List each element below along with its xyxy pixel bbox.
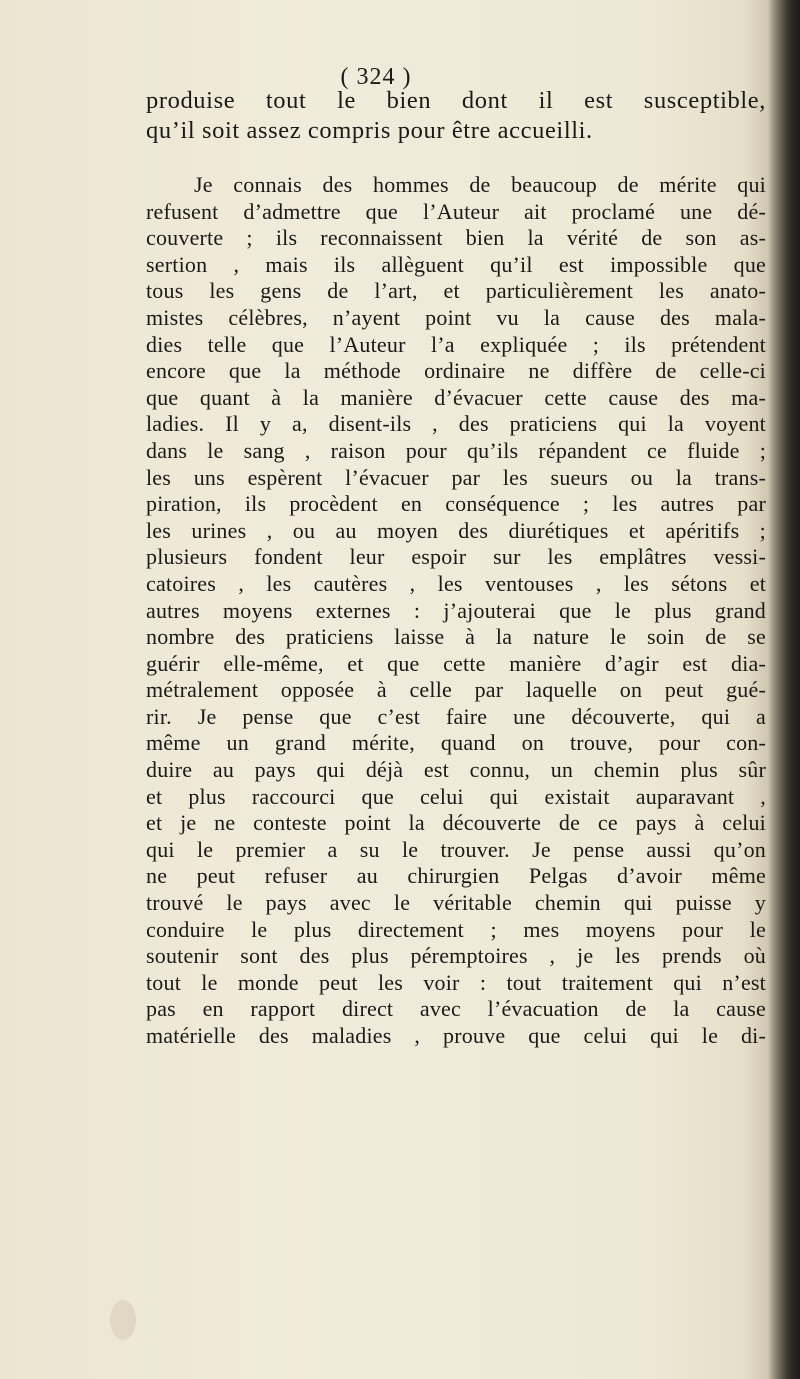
text-line: que quant à la manière d’évacuer cette cause des ma- <box>146 384 766 410</box>
text-line: guérir elle-même, et que cette manière d’agir est dia- <box>146 650 766 676</box>
text-line: catoires , les cautères , les ventouses , les sétons et <box>146 570 766 596</box>
text-line: les uns espèrent l’évacuer par les sueurs ou la trans- <box>146 464 766 490</box>
text-line: Je connais des hommes de beaucoup de mérite qui <box>194 172 766 197</box>
text-line: tous les gens de l’art, et particulièrement les anato- <box>146 278 766 304</box>
text-line: et plus raccourci que celui qui existait auparavant , <box>146 783 766 809</box>
text-line: autres moyens externes : j’ajouterai que le plus grand <box>146 597 766 623</box>
text-line: métralement opposée à celle par laquelle on peut gué- <box>146 677 766 703</box>
paragraph-gap <box>146 146 766 172</box>
text-line: couverte ; ils reconnaissent bien la vérité de son as- <box>146 225 766 251</box>
text-line: plusieurs fondent leur espoir sur les emplâtres vessi- <box>146 544 766 570</box>
text-line: piration, ils procèdent en conséquence ; les autres par <box>146 491 766 517</box>
text-line: rir. Je pense que c’est faire une découverte, qui a <box>146 703 766 729</box>
text-line: refusent d’admettre que l’Auteur ait proclamé une dé- <box>146 198 766 224</box>
page-number: ( 324 ) <box>340 64 412 90</box>
text-line: même un grand mérite, quand on trouve, pour con- <box>146 730 766 756</box>
text-line: conduire le plus directement ; mes moyens pour le <box>146 916 766 942</box>
text-line: soutenir sont des plus péremptoires , je les prends où <box>146 943 766 969</box>
text-line: matérielle des maladies , prouve que celui qui le di- <box>146 1023 766 1048</box>
text-line: sertion , mais ils allèguent qu’il est impossible que <box>146 251 766 277</box>
text-line: encore que la méthode ordinaire ne diffère de celle-ci <box>146 358 766 384</box>
page-body <box>146 86 766 1050</box>
text-line: duire au pays qui déjà est connu, un chemin plus sûr <box>146 757 766 783</box>
text-line: trouvé le pays avec le véritable chemin qui puisse y <box>146 890 766 916</box>
text-line: les urines , ou au moyen des diurétiques et apéritifs ; <box>146 517 766 543</box>
text-line: ne peut refuser au chirurgien Pelgas d’avoir même <box>146 863 766 889</box>
text-line: tout le monde peut les voir : tout traitement qui n’est <box>146 969 766 995</box>
text-line: qui le premier a su le trouver. Je pense aussi qu’on <box>146 836 766 862</box>
text-line: pas en rapport direct avec l’évacuation de la cause <box>146 996 766 1022</box>
text-line: dies telle que l’Auteur l’a expliquée ; ils prétendent <box>146 331 766 357</box>
page-binding-edge <box>768 0 800 1379</box>
text-line: et je ne conteste point la découverte de ce pays à celui <box>146 810 766 836</box>
text-line: dans le sang , raison pour qu’ils répandent ce fluide ; <box>146 437 766 463</box>
text-line: mistes célèbres, n’ayent point vu la cause des mala- <box>146 304 766 330</box>
text-line: qu’il soit assez compris pour être accueilli. <box>146 117 593 144</box>
text-line: ladies. Il y a, disent-ils , des praticiens qui la voyent <box>146 411 766 437</box>
text-line: nombre des praticiens laisse à la nature le soin de se <box>146 624 766 650</box>
paper-stain <box>110 1300 136 1340</box>
text-line: produise tout le bien dont il est susceptible, <box>146 87 766 114</box>
